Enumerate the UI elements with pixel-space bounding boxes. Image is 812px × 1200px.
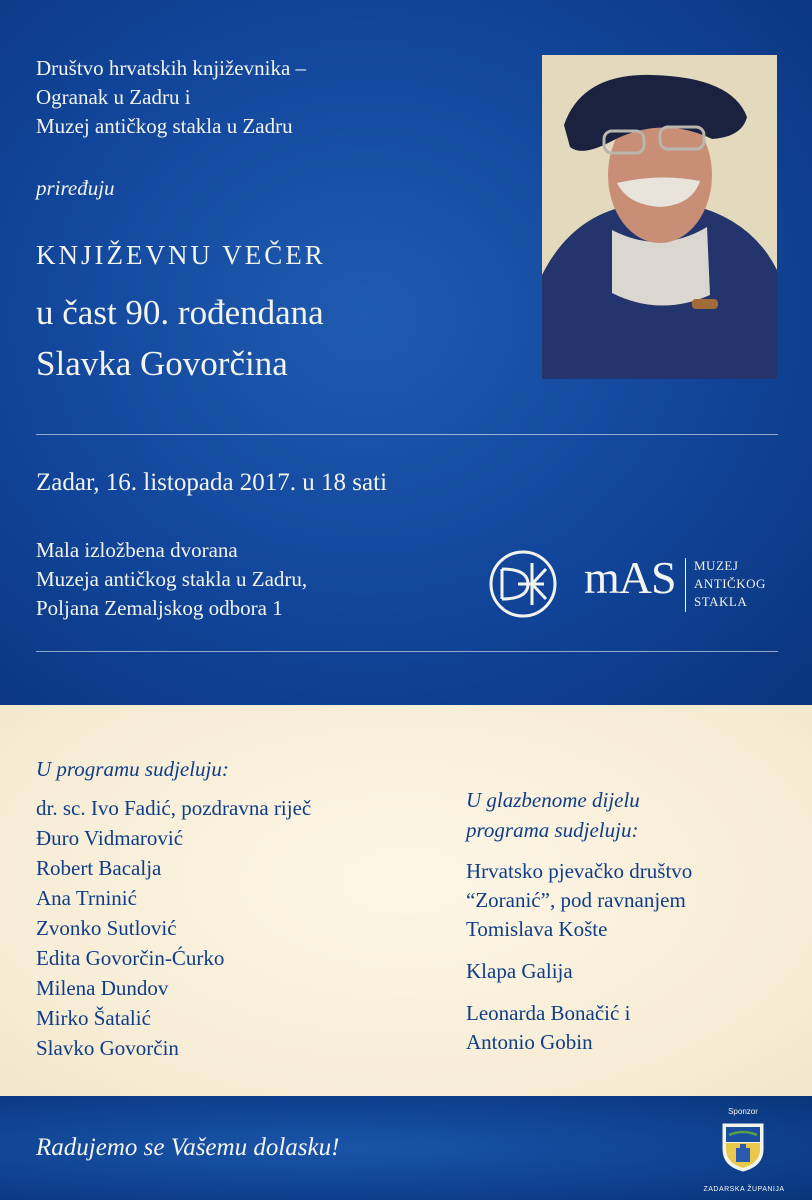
mas-logo-text xyxy=(694,557,766,611)
organizer-line: Društvo hrvatskih književnika – xyxy=(36,56,307,80)
mas-logo-letters: mAS xyxy=(584,552,676,603)
closing-message: Radujemo se Vašemu dolasku! xyxy=(36,1134,340,1161)
event-title: KNJIŽEVNU VEČER xyxy=(36,240,326,270)
list-item: Đuro Vidmarović xyxy=(36,826,184,850)
program-heading: U programu sudjeluju: xyxy=(36,757,229,781)
dhk-monogram-logo xyxy=(488,549,558,619)
venue xyxy=(36,536,307,623)
list-item: Leonarda Bonačić i xyxy=(466,1001,631,1025)
footer-section xyxy=(0,1096,812,1200)
music-list xyxy=(466,857,692,1057)
list-item: dr. sc. Ivo Fadić, pozdravna riječ xyxy=(36,796,312,820)
list-item: Milena Dundov xyxy=(36,976,169,1000)
music-heading xyxy=(466,785,640,845)
music-heading-line: programa sudjeluju: xyxy=(466,818,639,842)
event-date: Zadar, 16. listopada 2017. u 18 sati xyxy=(36,469,388,496)
venue-line: Muzeja antičkog stakla u Zadru, xyxy=(36,567,308,591)
organizers xyxy=(36,54,306,141)
sponsor-label: Sponzor xyxy=(728,1107,758,1116)
divider xyxy=(36,651,778,652)
organizer-line: Ogranak u Zadru i xyxy=(36,85,191,109)
venue-line: Mala izložbena dvorana xyxy=(36,538,238,562)
list-item: Zvonko Sutlović xyxy=(36,916,177,940)
spacer xyxy=(466,944,692,957)
divider xyxy=(36,434,778,435)
list-item: Ana Trninić xyxy=(36,886,137,910)
list-item: Klapa Galija xyxy=(466,959,573,983)
list-item: Mirko Šatalić xyxy=(36,1006,151,1030)
list-item: Robert Bacalja xyxy=(36,856,162,880)
event-subtitle xyxy=(36,287,324,389)
list-item: Tomislava Košte xyxy=(466,917,608,941)
subtitle: priređuju xyxy=(36,176,115,200)
portrait-photo xyxy=(542,55,777,379)
list-item: Edita Govorčin-Ćurko xyxy=(36,946,225,970)
mas-logo-line: MUZEJ xyxy=(694,558,739,573)
sponsor-name: ZADARSKA ŽUPANIJA xyxy=(703,1186,785,1193)
mas-logo-line: STAKLA xyxy=(694,594,748,609)
event-subtitle-line: u čast 90. rođendana xyxy=(36,293,324,332)
venue-line: Poljana Zemaljskog odbora 1 xyxy=(36,596,283,620)
organizer-line: Muzej antičkog stakla u Zadru xyxy=(36,114,293,138)
mas-logo-line: ANTIČKOG xyxy=(694,576,766,591)
list-item: “Zoranić”, pod ravnanjem xyxy=(466,888,686,912)
event-subtitle-line: Slavka Govorčina xyxy=(36,344,288,383)
program-section xyxy=(0,705,812,1096)
mas-logo-divider xyxy=(685,558,686,612)
mas-logo xyxy=(584,552,779,618)
music-heading-line: U glazbenome dijelu xyxy=(466,788,640,812)
list-item: Antonio Gobin xyxy=(466,1030,593,1054)
spacer xyxy=(466,986,692,999)
participant-list xyxy=(36,793,311,1063)
county-crest-icon xyxy=(720,1121,766,1173)
list-item: Slavko Govorčin xyxy=(36,1036,179,1060)
list-item: Hrvatsko pjevačko društvo xyxy=(466,859,693,883)
